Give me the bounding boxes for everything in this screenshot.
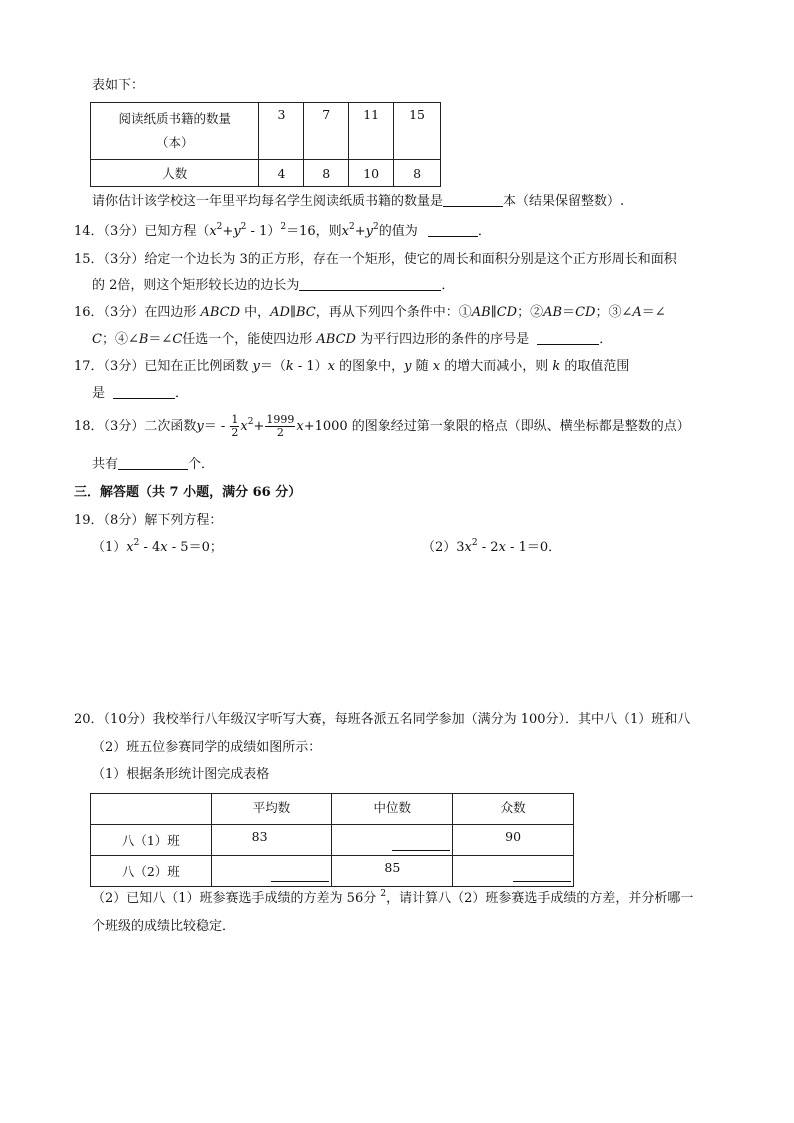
table-cell: 85: [332, 856, 453, 887]
table-cell: 15: [394, 103, 441, 160]
question-16-line1: 16．（3分）在四边形 ABCD 中，AD∥BC，再从下列四个条件中：①AB∥CD；②AB＝CD；③∠A＝∠: [74, 305, 666, 320]
table-cell: 八（2）班: [91, 856, 212, 887]
table-cell: [91, 794, 212, 825]
table-cell: 3: [259, 103, 304, 160]
question-20-line5: 个班级的成绩比较稳定．: [92, 919, 236, 934]
table-cell: 83: [211, 825, 332, 856]
reading-table: [90, 102, 441, 187]
q13-tail: 请你估计该学校这一年里平均每名学生阅读纸质书籍的数量是 本（结果保留整数）.: [92, 194, 625, 209]
question-16-line2: C；④∠B＝∠C任选一个，能使四边形 ABCD 为平行四边形的条件的序号是 ．: [92, 332, 613, 347]
answer-blank[interactable]: [299, 276, 441, 291]
question-18-line2: 共有 个．: [92, 457, 215, 472]
table-row: [91, 794, 574, 825]
table-cell: 平均数: [211, 794, 332, 825]
table-cell: [332, 825, 453, 856]
question-18-line1: 18．（3分）二次函数y＝ - $\frac{1}{2}$ $x^2+$ $\frac{1999}{2}$ x+1000 的图象经过第一象限的格点（即纵、横坐标都是整数的点）: [74, 413, 690, 439]
answer-blank[interactable]: [428, 222, 478, 237]
answer-blank[interactable]: [443, 192, 503, 207]
question-14: 14．（3分）已知方程$(x^2+y^2 - 1)^2=16$，则$x^2+y^2$的值为 ．: [74, 222, 491, 239]
answer-blank[interactable]: [118, 455, 188, 470]
table-cell: 人数: [91, 160, 259, 187]
section-heading: 三．解答题（共 7 小题，满分 66 分）: [74, 485, 302, 500]
table-cell: 11: [349, 103, 394, 160]
table-cell: 八（1）班: [91, 825, 212, 856]
table-cell: 8: [304, 160, 349, 187]
question-20-line4: （2）已知八（1）班参赛选手成绩的方差为 56分 $^2$，请计算八（2）班参赛选手成绩的方差，并分析哪一: [92, 889, 694, 906]
table-cell: 90: [453, 825, 574, 856]
answer-blank[interactable]: [271, 867, 329, 882]
answer-blank[interactable]: [537, 330, 599, 345]
question-19-part1: $(1)x^2 - 4x - 5=0$；: [92, 538, 223, 555]
answer-blank[interactable]: [513, 867, 571, 882]
question-15-line2: 的 2倍，则这个矩形较长边的边长为 ．: [92, 278, 455, 293]
answer-blank[interactable]: [392, 836, 450, 851]
fraction: $\frac{1999}{2}$: [266, 413, 295, 439]
table-cell: [211, 856, 332, 887]
score-table: [90, 793, 574, 887]
question-17-line1: 17．（3分）已知在正比例函数 y＝（k - 1）x 的图象中，y 随 x 的增大而减小，则 k 的取值范围: [74, 359, 630, 374]
table-row: [91, 160, 441, 187]
table-cell: 8: [394, 160, 441, 187]
fraction: $\frac{1}{2}$: [231, 413, 239, 439]
table-cell: 10: [349, 160, 394, 187]
question-19-title: 19．（8分）解下列方程：: [74, 513, 223, 528]
answer-blank[interactable]: [113, 384, 175, 399]
row-label: 阅读纸质书籍的数量: [118, 111, 231, 126]
intro-text: 表如下：: [92, 78, 145, 93]
table-cell: 中位数: [332, 794, 453, 825]
question-20-line2: （2）班五位参赛同学的成绩如图所示：: [92, 740, 322, 755]
question-15-line1: 15．（3分）给定一个边长为 3的正方形，存在一个矩形，使它的周长和面积分别是这个正方形周长和面积: [74, 252, 677, 267]
table-cell: 众数: [453, 794, 574, 825]
table-cell: 7: [304, 103, 349, 160]
row-label-unit: （本）: [155, 135, 194, 150]
table-cell: [453, 856, 574, 887]
question-20-line3: （1）根据条形统计图完成表格: [92, 767, 270, 782]
table-cell: [91, 103, 259, 160]
table-cell: 4: [259, 160, 304, 187]
table-row: [91, 103, 441, 160]
question-19-part2: $(2)3x^2 - 2x - 1=0$．: [422, 538, 562, 555]
table-row: [91, 856, 574, 887]
question-20-line1: 20．（10分）我校举行八年级汉字听写大赛，每班各派五名同学参加（满分为 100分）．其中八（1）班和八: [74, 712, 691, 727]
question-17-line2: 是 ．: [92, 386, 189, 401]
table-row: [91, 825, 574, 856]
